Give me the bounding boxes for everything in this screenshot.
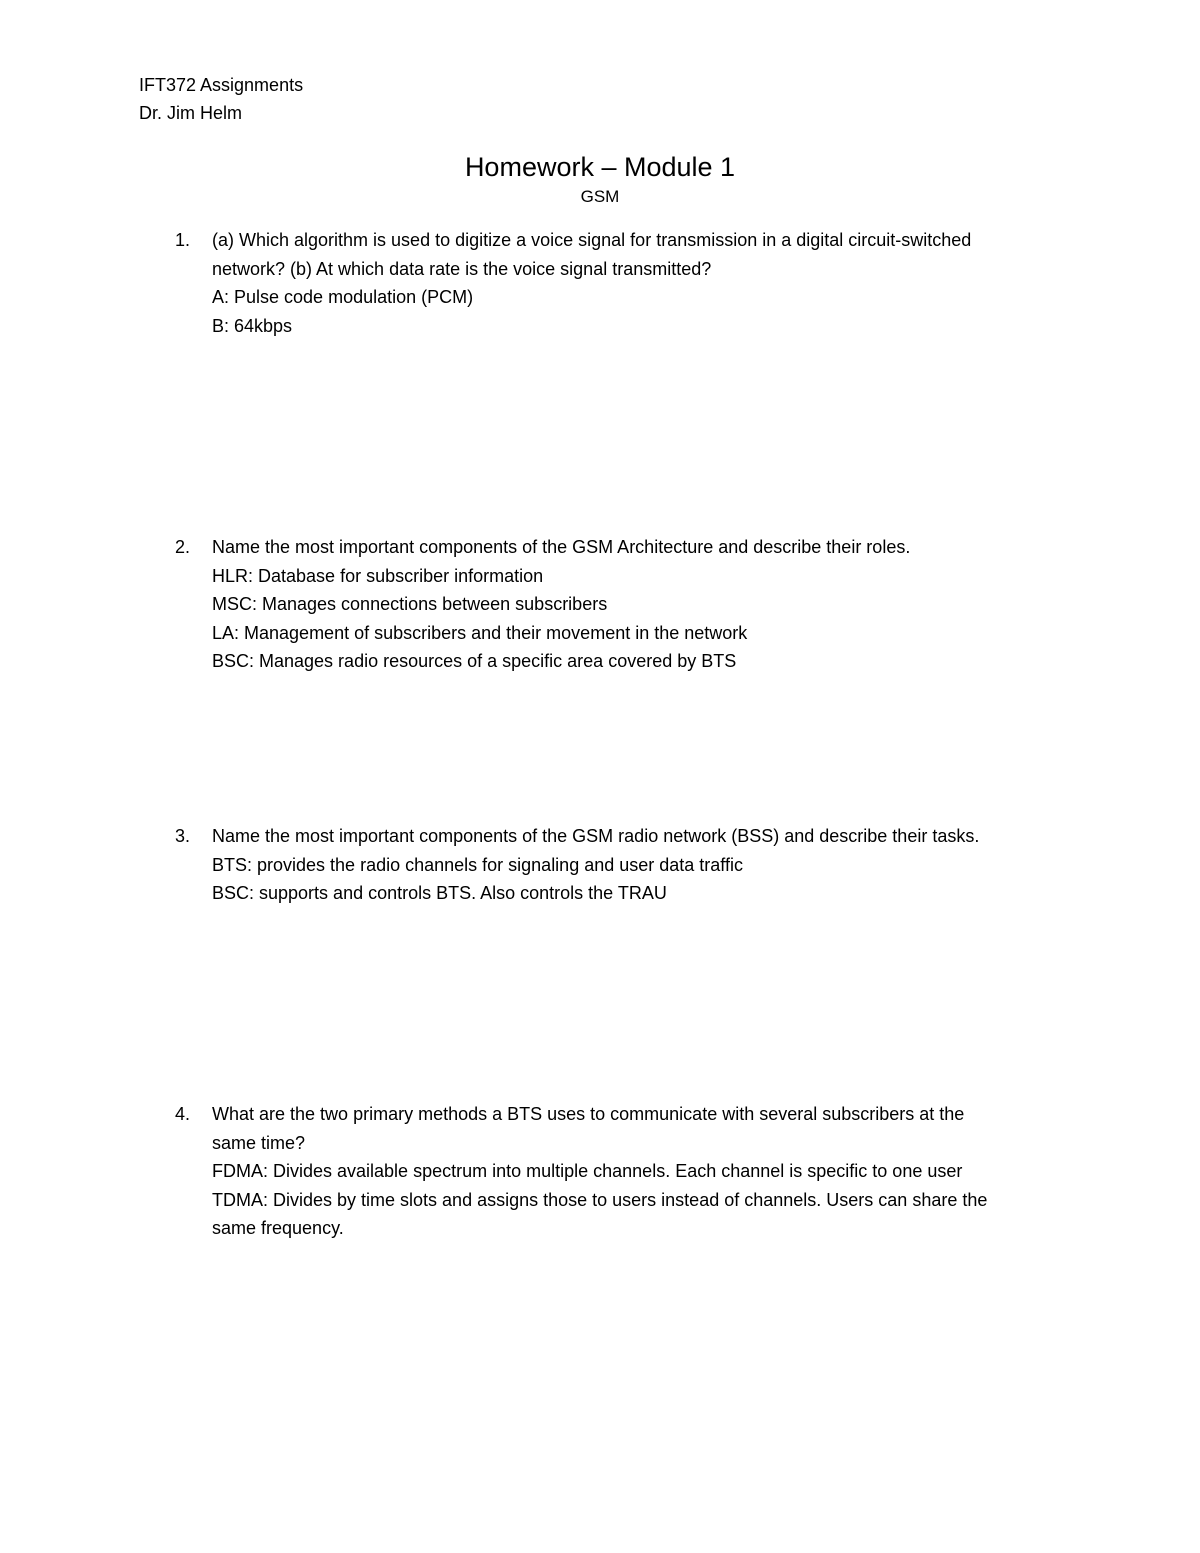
answer-line: MSC: Manages connections between subscribers <box>212 594 608 614</box>
answer-line: HLR: Database for subscriber information <box>212 565 544 586</box>
course-header: IFT372 Assignments <box>139 75 304 95</box>
question-body <box>212 822 1075 908</box>
instructor-header: Dr. Jim Helm <box>139 103 242 123</box>
question-number: 2. <box>175 537 191 557</box>
question-text-line: What are the two primary methods a BTS uses to communicate with several subscribers at the <box>212 1104 965 1124</box>
question-text-line: same time? <box>212 1132 306 1153</box>
page-title: Homework – Module 1 <box>464 152 736 182</box>
question-body <box>212 226 1075 340</box>
question-1 <box>175 226 1075 340</box>
question-number: 4. <box>175 1104 191 1124</box>
question-text-line: (a) Which algorithm is used to digitize a voice signal for transmission in a digital circuit-switched <box>212 230 972 250</box>
question-3 <box>175 822 1075 908</box>
question-text-line: Name the most important components of the GSM Architecture and describe their roles. <box>212 537 911 557</box>
answer-line: A: Pulse code modulation (PCM) <box>212 287 474 307</box>
question-4 <box>175 1100 1075 1243</box>
question-number: 1. <box>175 230 191 250</box>
answer-line: B: 64kbps <box>212 315 293 336</box>
question-body <box>212 533 1075 676</box>
page-subtitle: GSM <box>580 187 620 206</box>
question-2 <box>175 533 1075 676</box>
answer-line: LA: Management of subscribers and their movement in the network <box>212 622 748 643</box>
question-text-line: Name the most important components of the GSM radio network (BSS) and describe their tasks. <box>212 826 980 846</box>
answer-line: BSC: Manages radio resources of a specific area covered by BTS <box>212 651 737 671</box>
answer-line: TDMA: Divides by time slots and assigns those to users instead of channels. Users can share the <box>212 1189 988 1210</box>
question-text-line: network? (b) At which data rate is the voice signal transmitted? <box>212 258 712 279</box>
answer-line: BSC: supports and controls BTS. Also controls the TRAU <box>212 883 667 903</box>
answer-line: BTS: provides the radio channels for signaling and user data traffic <box>212 854 743 875</box>
answer-line: same frequency. <box>212 1218 344 1238</box>
question-body <box>212 1100 1075 1243</box>
answer-line: FDMA: Divides available spectrum into multiple channels. Each channel is specific to one user <box>212 1161 963 1181</box>
question-number: 3. <box>175 826 191 846</box>
